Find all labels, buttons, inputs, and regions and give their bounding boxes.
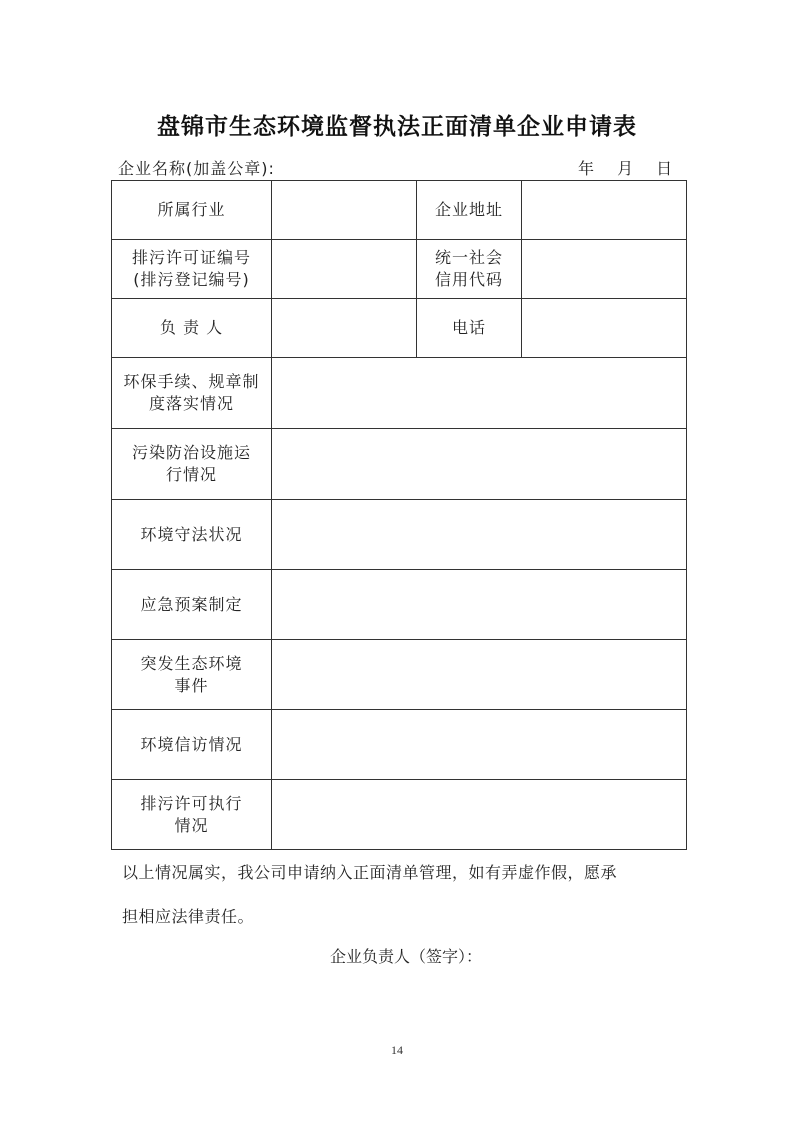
table-row — [112, 500, 687, 570]
credit-code-field[interactable] — [522, 240, 687, 299]
table-row — [112, 429, 687, 500]
responsible-person-field[interactable] — [272, 299, 417, 358]
petition-label: 环境信访情况 — [112, 710, 272, 780]
table-row — [112, 570, 687, 640]
permit-execution-field[interactable] — [272, 780, 687, 850]
procedures-field[interactable] — [272, 358, 687, 429]
incident-field[interactable] — [272, 640, 687, 710]
table-row — [112, 780, 687, 850]
table-row — [112, 640, 687, 710]
phone-label: 电话 — [417, 299, 522, 358]
address-label: 企业地址 — [417, 181, 522, 240]
application-form-table — [111, 180, 687, 850]
petition-field[interactable] — [272, 710, 687, 780]
permit-number-field[interactable] — [272, 240, 417, 299]
address-field[interactable] — [522, 181, 687, 240]
permit-number-label: 排污许可证编号 (排污登记编号) — [112, 240, 272, 299]
date-label: 年 月 日 — [578, 159, 673, 178]
table-row — [112, 181, 687, 240]
table-row — [112, 710, 687, 780]
form-title: 盘锦市生态环境监督执法正面清单企业申请表 — [157, 114, 637, 140]
facilities-field[interactable] — [272, 429, 687, 500]
industry-field[interactable] — [272, 181, 417, 240]
compliance-field[interactable] — [272, 500, 687, 570]
compliance-label: 环境守法状况 — [112, 500, 272, 570]
permit-execution-label: 排污许可执行 情况 — [112, 780, 272, 850]
table-row — [112, 299, 687, 358]
table-row — [112, 240, 687, 299]
company-name-label: 企业名称(加盖公章): — [118, 159, 275, 178]
page-number: 14 — [391, 1043, 403, 1057]
emergency-plan-label: 应急预案制定 — [112, 570, 272, 640]
emergency-plan-field[interactable] — [272, 570, 687, 640]
table-row — [112, 358, 687, 429]
phone-field[interactable] — [522, 299, 687, 358]
signature-label: 企业负责人（签字）： — [330, 947, 483, 966]
statement-line-1: 以上情况属实，我公司申请纳入正面清单管理，如有弄虚作假，愿承 — [122, 863, 618, 882]
industry-label: 所属行业 — [112, 181, 272, 240]
facilities-label: 污染防治设施运 行情况 — [112, 429, 272, 500]
statement-line-2: 担相应法律责任。 — [122, 907, 255, 926]
procedures-label: 环保手续、规章制 度落实情况 — [112, 358, 272, 429]
responsible-person-label: 负 责 人 — [112, 299, 272, 358]
credit-code-label: 统一社会 信用代码 — [417, 240, 522, 299]
incident-label: 突发生态环境 事件 — [112, 640, 272, 710]
